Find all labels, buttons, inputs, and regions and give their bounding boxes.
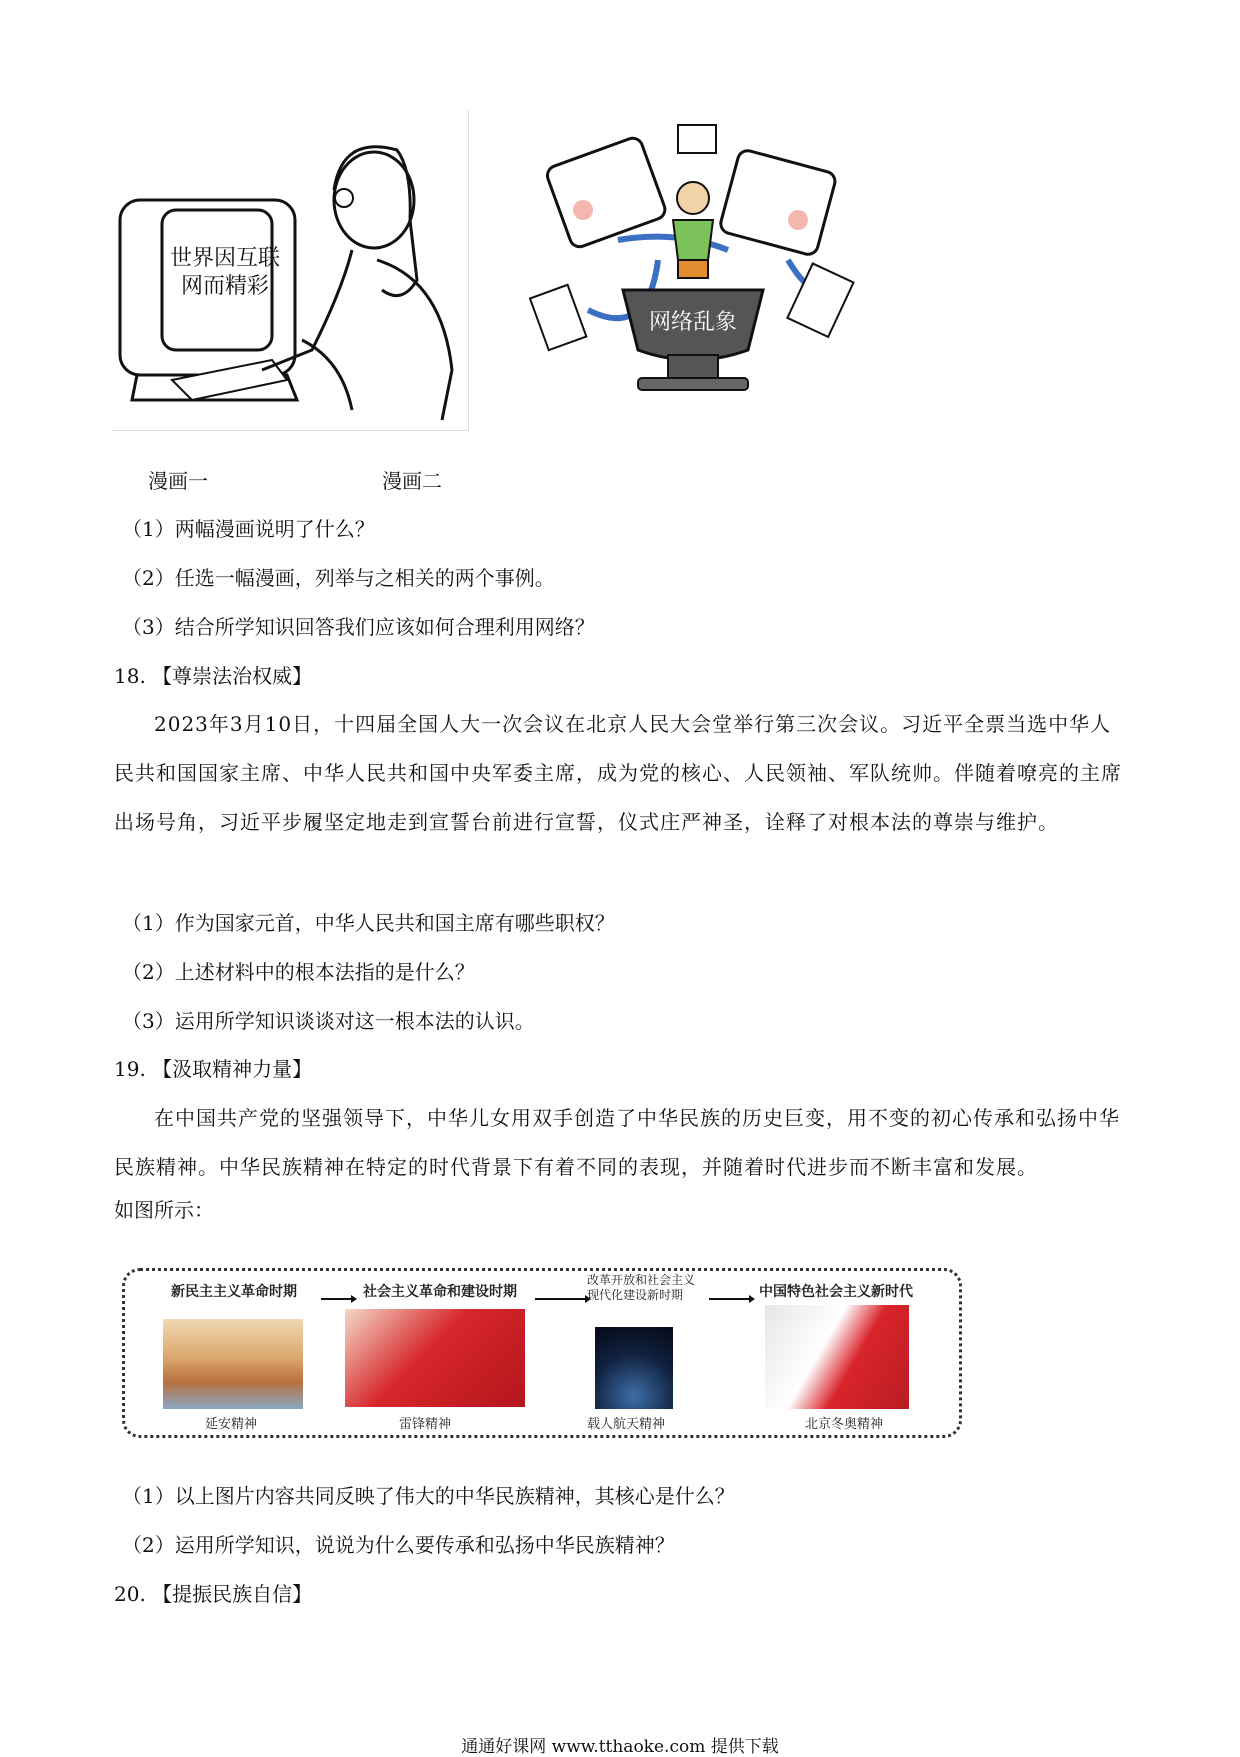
q18-number: 18. (114, 664, 146, 688)
q18-sub3: （3）运用所学知识谈谈对这一根本法的认识。 (122, 1009, 535, 1033)
spaceflight-picture (595, 1327, 673, 1409)
cartoon-one-screen-text (170, 245, 280, 301)
spirit-caption-4: 北京冬奥精神 (805, 1417, 884, 1432)
cartoon-two-caption: 漫画二 (382, 469, 442, 493)
cartoon-two-tag: 网络乱象 (648, 310, 737, 335)
page-footer: 通通好课网 www.tthaoke.com 提供下载 (461, 1737, 779, 1757)
q18-heading (114, 663, 312, 689)
q19-title: 【汲取精神力量】 (152, 1057, 313, 1081)
leifeng-picture (345, 1309, 525, 1407)
q19-sub2: （2）运用所学知识，说说为什么要传承和弘扬中华民族精神？ (122, 1533, 675, 1557)
arrow-right-icon (535, 1289, 591, 1308)
q19-sub1: （1）以上图片内容共同反映了伟大的中华民族精神，其核心是什么？ (122, 1484, 735, 1508)
q19-number: 19. (114, 1057, 146, 1081)
timeline-period-2: 社会主义革命和建设时期 (363, 1284, 517, 1300)
spirit-caption-2: 雷锋精神 (399, 1417, 452, 1432)
q20-title: 【提振民族自信】 (152, 1582, 313, 1606)
spirit-caption-3: 载人航天精神 (587, 1417, 666, 1432)
timeline-period-1: 新民主主义革命时期 (171, 1284, 297, 1300)
q17-sub1: （1）两幅漫画说明了什么？ (122, 517, 375, 541)
q18-title: 【尊崇法治权威】 (152, 664, 313, 688)
q18-sub1: （1）作为国家元首，中华人民共和国主席有哪些职权？ (122, 911, 615, 935)
yanan-picture (163, 1319, 303, 1409)
q18-material: 2023年3月10日，十四届全国人大一次会议在北京人民大会堂举行第三次会议。习近平全票当选中华人民共和国国家主席、中华人民共和国中央军委主席，成为党的核心、人民领袖、军队统帅。伴随着嘹亮的主席出场号角，习近平步履坚定地走到宣誓台前进行宣誓，仪式庄严神圣，诠释了对根本法的尊崇与维护。 (114, 712, 1122, 834)
spirit-timeline-figure (122, 1268, 962, 1438)
timeline-period-3-line2: 现代化建设新时期 (587, 1288, 684, 1302)
cartoon-one-caption: 漫画一 (148, 469, 208, 493)
winter-olympics-picture (765, 1305, 909, 1409)
q17-sub3: （3）结合所学知识回答我们应该如何合理利用网络？ (122, 615, 595, 639)
cartoon-two-image (528, 110, 878, 430)
timeline-period-3-line1: 改革开放和社会主义 (587, 1273, 696, 1287)
q20-number: 20. (114, 1582, 146, 1606)
cartoon-one-screen-line2: 网而精彩 (180, 274, 269, 299)
spirit-caption-1: 延安精神 (205, 1417, 258, 1432)
cartoon-one-screen-line1: 世界因互联 (170, 246, 281, 271)
q17-sub2: （2）任选一幅漫画，列举与之相关的两个事例。 (122, 566, 555, 590)
arrow-right-icon (321, 1289, 357, 1308)
cartoon-one-image (112, 110, 469, 431)
q19-material-tail: 如图所示： (114, 1198, 214, 1222)
q18-sub2: （2）上述材料中的根本法指的是什么？ (122, 960, 475, 984)
q19-material: 在中国共产党的坚强领导下，中华儿女用双手创造了中华民族的历史巨变，用不变的初心传承和弘扬中华民族精神。中华民族精神在特定的时代背景下有着不同的表现，并随着时代进步而不断丰富和发展。 (114, 1106, 1120, 1179)
q19-heading (114, 1056, 312, 1082)
arrow-right-icon (709, 1289, 755, 1308)
q20-heading (114, 1581, 312, 1607)
timeline-period-4: 中国特色社会主义新时代 (759, 1284, 913, 1300)
